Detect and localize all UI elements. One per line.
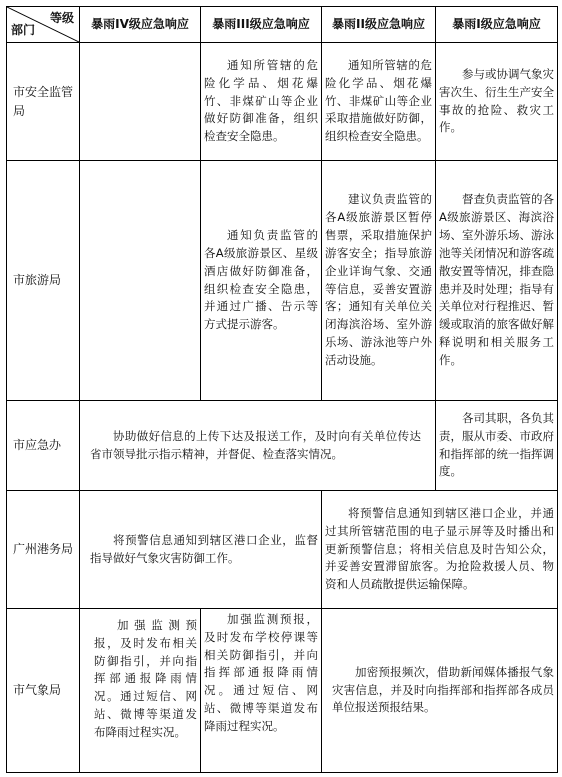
emergency-level1-cell: 各司其职，各负其责，服从市委、市政府和指挥部的统一指挥调度。 (436, 401, 558, 491)
header-level1: 暴雨I级应急响应 (436, 7, 558, 43)
corner-level-label: 等级 (49, 11, 74, 25)
emergency-level4to2-cell: 协助做好信息的上传下达及报送工作，及时向有关单位传达省市领导批示指示精神，并督促、检查落实情况。 (80, 401, 436, 491)
weather-level2to1-cell: 加密预报频次，借助新闻媒体播报气象灾害信息，并及时向指挥部和指挥部各成员单位报送预报结果。 (322, 609, 558, 773)
table-row-emergency (7, 401, 558, 491)
emergency-response-table (6, 6, 558, 773)
weather-level4-cell: 加强监测预报，及时发布相关防御指引，并向指挥部通报降雨情况。通过短信、网站、微博等渠道发布降雨过程实况。 (80, 609, 201, 773)
dept-cell: 市应急办 (7, 401, 80, 491)
header-level4: 暴雨IV级应急响应 (80, 7, 201, 43)
safety-level3-cell: 通知所管辖的危险化学品、烟花爆竹、非煤矿山等企业做好防御准备，组织检查安全隐患。 (201, 43, 322, 161)
table-row-port (7, 491, 558, 609)
table-row-safety (7, 43, 558, 161)
tourism-level4-cell (80, 161, 201, 401)
dept-cell: 广州港务局 (7, 491, 80, 609)
header-row (7, 7, 558, 43)
table-row-tourism (7, 161, 558, 401)
header-level2: 暴雨II级应急响应 (322, 7, 436, 43)
safety-level1-cell: 参与或协调气象灾害次生、衍生生产安全事故的抢险、救灾工作。 (436, 43, 558, 161)
header-level3: 暴雨III级应急响应 (201, 7, 322, 43)
tourism-level3-cell: 通知负责监管的各A级旅游景区、星级酒店做好防御准备，组织检查安全隐患，并通过广播、告示等方式提示游客。 (201, 161, 322, 401)
port-level4to3-cell: 将预警信息通知到辖区港口企业，监督指导做好气象灾害防御工作。 (80, 491, 322, 609)
dept-cell: 市旅游局 (7, 161, 80, 401)
dept-cell: 市气象局 (7, 609, 80, 773)
corner-dept-label: 部门 (11, 23, 36, 38)
safety-level4-cell (80, 43, 201, 161)
header-corner-cell (7, 7, 80, 43)
table-row-weather (7, 609, 558, 773)
safety-level2-cell: 通知所管辖的危险化学品、烟花爆竹、非煤矿山等企业采取措施做好防御，组织检查安全隐患。 (322, 43, 436, 161)
dept-cell: 市安全监管局 (7, 43, 80, 161)
tourism-level1-cell: 督查负责监管的各A级旅游景区、海滨浴场、室外游乐场、游泳池等关闭情况和游客疏散安置等情况，排查隐患并及时处理；指导有关单位对行程推迟、暂缓或取消的旅客做好解释说明和相关服务工作。 (436, 161, 558, 401)
port-level2to1-cell: 将预警信息通知到辖区港口企业，并通过其所管辖范围的电子显示屏等及时播出和更新预警信息；将相关信息及时告知公众，并妥善安置滞留旅客。为抢险救援人员、物资和人员疏散提供运输保障。 (322, 491, 558, 609)
tourism-level2-cell: 建议负责监管的各A级旅游景区暂停售票，采取措施保护游客安全；指导旅游企业详询气象、交通等信息，妥善安置游客；通知有关单位关闭海滨浴场、室外游乐场、游泳池等户外活动设施。 (322, 161, 436, 401)
weather-level3-cell: 加强监测预报，及时发布学校停课等相关防御指引，并向指挥部通报降雨情况。通过短信、网站、微博等渠道发布降雨过程实况。 (201, 609, 322, 773)
